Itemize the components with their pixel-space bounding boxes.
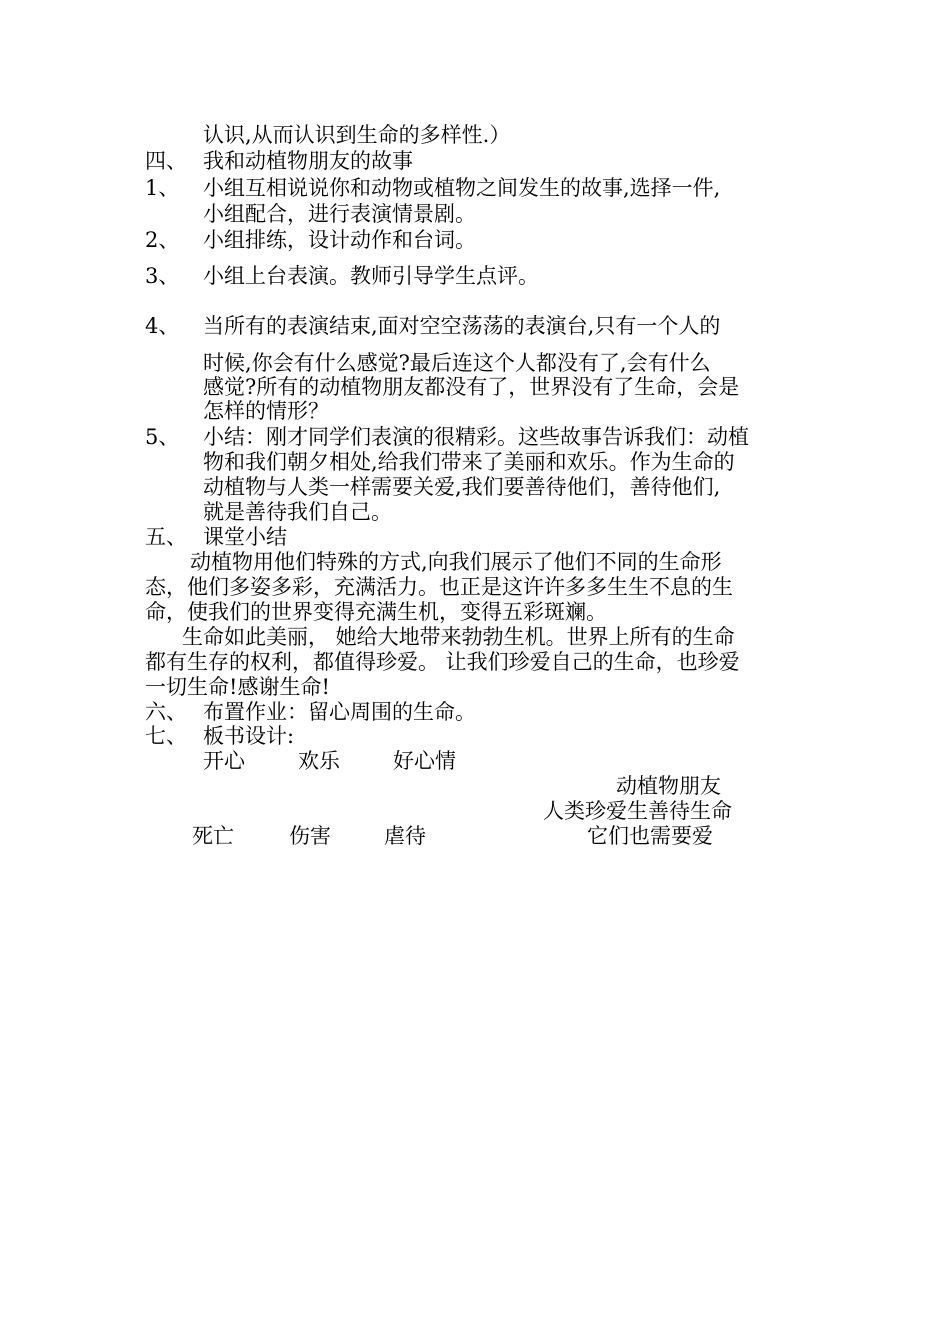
text-line: 当所有的表演结束,面对空空荡荡的表演台,只有一个人的 <box>203 314 721 338</box>
text-line: 怎样的情形？ <box>203 399 329 423</box>
list-number: 3、 <box>145 264 180 288</box>
list-number: 1、 <box>145 176 180 200</box>
list-number: 2、 <box>145 228 180 252</box>
board-word: 它们也需要爱 <box>587 824 713 848</box>
board-word: 死亡 <box>192 824 234 848</box>
section-number: 四、 <box>145 149 187 173</box>
board-word: 欢乐 <box>298 749 340 773</box>
section-title: 课堂小结 <box>203 525 287 549</box>
section-title: 我和动植物朋友的故事 <box>203 149 413 173</box>
paragraph-line: 动植物用他们特殊的方式,向我们展示了他们不同的生命形 <box>190 550 722 574</box>
text-line: 小组上台表演。教师引导学生点评。 <box>203 264 539 288</box>
text-line: 动植物与人类一样需要关爱,我们要善待他们，善待他们, <box>203 475 721 499</box>
text-line: 就是善待我们自己。 <box>203 500 392 524</box>
paragraph-line: 一切生命!感谢生命! <box>145 675 330 699</box>
text-line: 时候,你会有什么感觉?最后连这个人都没有了,会有什么 <box>203 351 711 375</box>
text-line: 物和我们朝夕相处,给我们带来了美丽和欢乐。作为生命的 <box>203 450 735 474</box>
list-number: 5、 <box>145 425 180 449</box>
board-word: 开心 <box>203 749 245 773</box>
paragraph-line: 都有生存的权利，都值得珍爱。 让我们珍爱自己的生命，也珍爱 <box>145 650 740 674</box>
text-line: 感觉?所有的动植物朋友都没有了，世界没有了生命，会是 <box>203 375 740 399</box>
board-word: 人类珍爱生善待生命 <box>543 799 732 823</box>
board-word: 虐待 <box>384 824 426 848</box>
board-word: 好心情 <box>393 749 456 773</box>
paragraph-line: 态，他们多姿多彩，充满活力。也正是这许许多多生生不息的生 <box>145 575 733 599</box>
section-title: 板书设计: <box>203 724 295 748</box>
text-line: 认识,从而认识到生命的多样性.） <box>203 123 511 147</box>
section-number: 七、 <box>145 724 187 748</box>
paragraph-line: 命，使我们的世界变得充满生机，变得五彩斑斓。 <box>145 600 607 624</box>
text-line: 小组配合，进行表演情景剧。 <box>203 202 476 226</box>
section-title: 布置作业：留心周围的生命。 <box>203 700 476 724</box>
section-number: 六、 <box>145 700 187 724</box>
text-line: 小结：刚才同学们表演的很精彩。这些故事告诉我们：动植 <box>203 425 749 449</box>
paragraph-line: 生命如此美丽， 她给大地带来勃勃生机。世界上所有的生命 <box>182 625 735 649</box>
board-word: 伤害 <box>289 824 331 848</box>
board-word: 动植物朋友 <box>616 774 721 798</box>
text-line: 小组互相说说你和动物或植物之间发生的故事,选择一件, <box>203 176 721 200</box>
section-number: 五、 <box>145 525 187 549</box>
list-number: 4、 <box>145 314 180 338</box>
text-line: 小组排练，设计动作和台词。 <box>203 228 476 252</box>
